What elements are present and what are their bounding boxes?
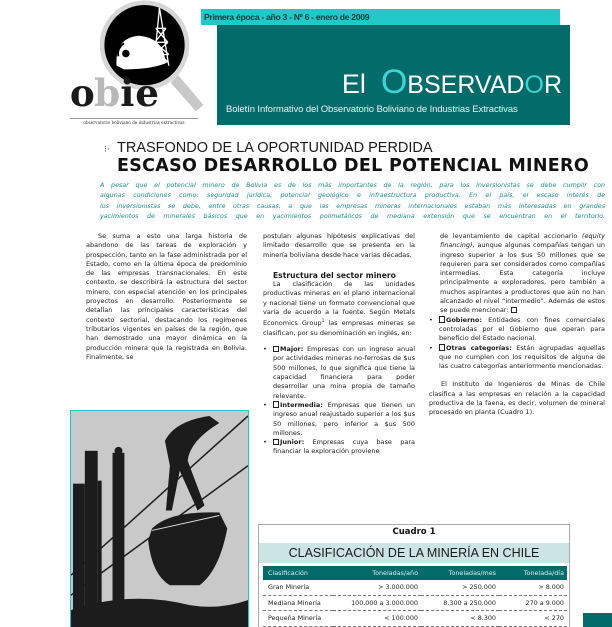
list-term: Major:: [280, 345, 304, 354]
table-cell: < 270: [499, 611, 567, 627]
page-corner-block: [583, 613, 612, 627]
title-mid: BSERVAD: [407, 71, 525, 99]
paragraph: El Instituto de Ingenieros de Minas de Chile clasifica a las empresas en relación a la capacidad productiva de la faena, es decir, volumen de mineral procesado en planta (Cuadro 1).: [429, 380, 605, 417]
article-lead: [100, 181, 605, 223]
bullet-icon: •: [263, 438, 267, 447]
table-title: CLASIFICACIÓN DE LA MINERÍA EN CHILE: [288, 546, 540, 560]
title-prefix: El: [341, 69, 366, 99]
table-header-row: [263, 566, 567, 580]
paragraph-text: de levantamiento de capital accionario: [440, 232, 583, 240]
table-cell: Gran Minería: [263, 580, 333, 595]
article-column-3: [429, 232, 605, 418]
logo-tagline: observatorio boliviano de industrias extractivas: [70, 118, 198, 125]
publication-title: [310, 63, 562, 101]
list-text: Están agrupadas aquellas que no cumplen con los requisitos de alguna de las cuatro categorías anteriormente mencionadas.: [439, 343, 605, 371]
table-cell: > 250.000: [421, 580, 499, 595]
magnifier-handle-icon: [171, 75, 204, 111]
svg-text:e: e: [135, 70, 159, 115]
paragraph: [429, 232, 605, 316]
paragraph: postulan algunas hipótesis explicativas del limitado desarrollo que se presenta en la minería boliviana desde hace varias décadas.: [263, 232, 415, 259]
article-kicker: TRASFONDO DE LA OPORTUNIDAD PERDIDA: [117, 140, 433, 156]
column-header: Tonelada/día: [499, 566, 567, 580]
article-headline: ESCASO DESARROLLO DEL POTENCIAL MINERO: [117, 156, 590, 176]
title-o2: O: [524, 71, 544, 99]
footnote-mark: 1: [321, 319, 325, 325]
title-o: O: [380, 63, 408, 101]
list-term: Intermedia:: [280, 400, 323, 409]
table-cell: Pequeña Minería: [263, 611, 333, 627]
bullet-icon: •: [263, 400, 267, 409]
list-term: Gobierno:: [446, 315, 482, 324]
issue-info: Primera época - año 3 - Nº 6 - enero de 2009: [204, 12, 370, 22]
list-item: [263, 401, 415, 438]
table-cell: > 8.000: [499, 580, 567, 595]
paragraph: Se suma a esto una larga historia de abandono de las tareas de exploración y prospección, tanto en la fase administrada por el Estado, como en la última época de predominio de las empresas transnacionales. En este contexto, se describirá la estructura del sector minero, con especial atención en los principales proyectos en desarrollo. Posteriormente se detallan las principales características del contexto sectorial, destacando los regímenes tributarios vigentes en países de la región, que han demostrado una mayor dinámica en la producción minera que la registrada en Bolivia. Finalmente, se: [86, 232, 247, 361]
paragraph: [263, 280, 415, 338]
checkbox-glyph-icon: [273, 439, 279, 446]
lead-line: yacimientos de minerales básicos que en yacimientos polimetálicos de mediana extensión que se encuentran en el territorio.: [100, 213, 605, 221]
list-text: Entidades con fines comerciales controladas por el Gobierno que operan para beneficio del Estado nacional.: [439, 315, 605, 343]
paragraph-text: las empresas mineras se clasifican, por su denominación en inglés, en:: [263, 319, 415, 337]
table-cell: > 3.000.000: [333, 580, 421, 595]
list-term: Junior:: [280, 438, 305, 447]
lead-line: A pesar que el potencial minero de Bolivia es de los más importantes de la región, para los inversionistas se debe cumplir con: [100, 182, 605, 189]
table-caption: Cuadro 1: [392, 527, 436, 537]
bullet-icon: •: [263, 345, 267, 354]
table-cell: 270 a 9.000: [499, 595, 567, 611]
list-item: [429, 344, 605, 372]
emphasis-text: (equity financing): [440, 232, 605, 250]
table-cell: 8.300 a 250.000: [421, 595, 499, 611]
table-row: [263, 611, 567, 627]
list-term: Otras categorías:: [446, 343, 512, 352]
table-row: [263, 580, 567, 595]
section-subheading: Estructura del sector minero: [273, 270, 396, 280]
logo-wordmark: o: [69, 70, 95, 115]
svg-text:b: b: [94, 70, 121, 115]
classification-table: [263, 566, 567, 627]
checkbox-glyph-icon: [439, 316, 445, 323]
list-item: [263, 438, 415, 457]
svg-text:i: i: [120, 70, 135, 115]
article-column-2: [263, 232, 415, 457]
mining-cable-car-photo: [70, 410, 249, 627]
list-text: Empresas con un ingreso anual por actividades mineras no-ferrosas de $us 500 millones, lo que significa que tiene la capacidad financiera para poder desarrollar una mina propia de tamaño relevante.: [273, 345, 415, 400]
title-end: R: [543, 71, 562, 99]
table-cell: < 8.300: [421, 611, 499, 627]
column-header: Toneladas/año: [333, 566, 421, 580]
list-item: [429, 316, 605, 344]
publication-subtitle: Boletín Informativo del Observatorio Boliviano de Industrias Extractivas: [226, 104, 518, 115]
lead-line: algunas condiciones como: seguridad jurídica, potencial geológico e infraestructura productiva. En el país, el escaso interés de: [100, 192, 605, 200]
table-cell: < 100.000: [333, 611, 421, 627]
table-row: [263, 595, 567, 611]
paragraph-text: , aunque algunas compañías tengan un ingreso superior a los $us 50 millones que se requieren para ser considerados como compañías intermedias. Esta categoría incluye principalmente a exploradores, pero también a muchos aspirantes a productores que aún no han alcanzado el nivel “intermedio”. Además de estos se puede mencionar:: [440, 241, 605, 315]
bullet-icon: •: [429, 315, 433, 324]
checkbox-glyph-icon: [511, 307, 517, 314]
table-cell: Mediana Minería: [263, 595, 333, 611]
bullet-icon: •: [429, 343, 433, 352]
column-header: Toneladas/mes: [421, 566, 499, 580]
checkbox-glyph-icon: [273, 401, 279, 408]
paragraph-text: La clasificación de las unidades productivas mineras en el plano internacional y nacional tiene un formato convencional que varía de acuerdo a la fuente. Según Metals Economics Group: [263, 280, 415, 328]
column-header: Clasificación: [263, 566, 333, 580]
lead-line: los inversionistas se debe, entre otras causas, a que las empresas mineras internacionales estaban más interesadas en grandes: [100, 202, 605, 210]
table-cell: 100.000 a 3.000.000: [333, 595, 421, 611]
list-text: Empresas que tienen un ingreso anual reajustado superior a los $us 50 millones, pero inferior a $us 500 millones.: [273, 400, 415, 437]
obie-logo: [68, 0, 208, 122]
checkbox-glyph-icon: [273, 346, 279, 353]
checkbox-glyph-icon: [439, 344, 445, 351]
list-item: [263, 345, 415, 401]
bullet-dots-icon: ⁝·: [104, 145, 110, 155]
list-text: Empresas cuya base para financiar la exploración proviene: [273, 438, 415, 456]
article-column-1: [86, 232, 247, 362]
